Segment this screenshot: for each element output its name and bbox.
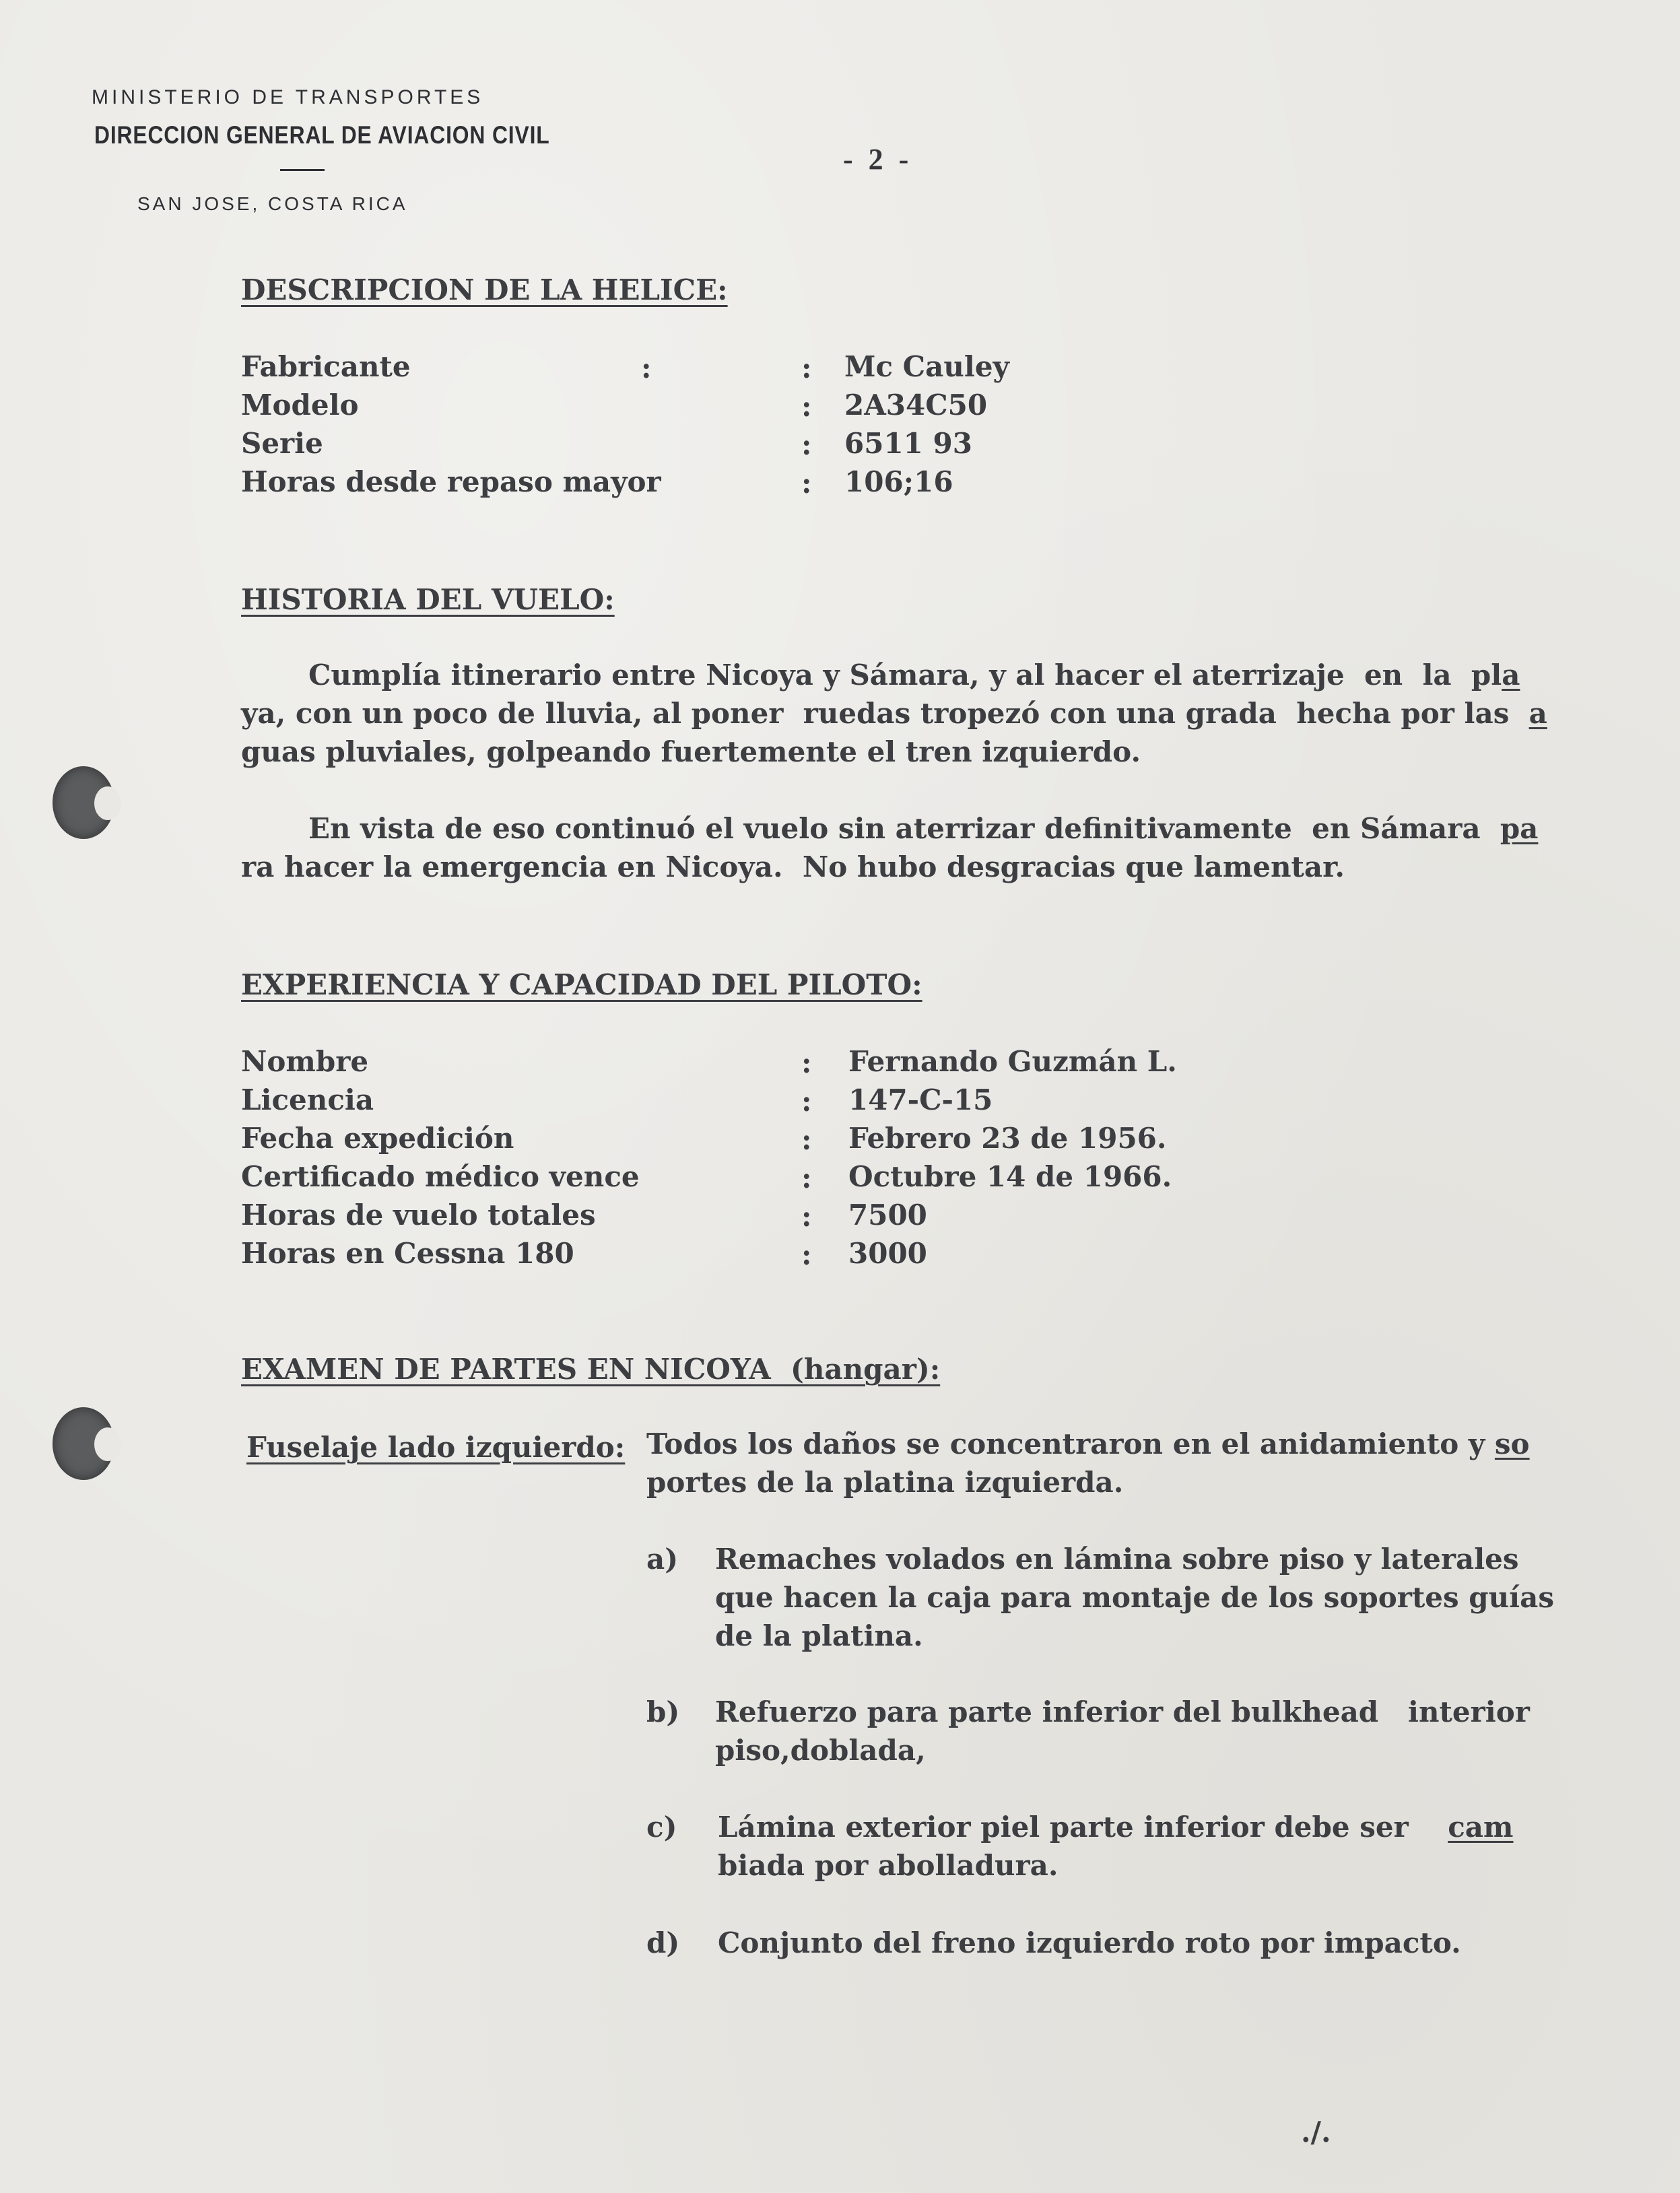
pilot-label-certificado: Certificado médico vence [241,1160,640,1193]
exam-item-a-line: que hacen la caja para montaje de los soportes guías [715,1581,1554,1614]
colon-mark: : [641,351,652,384]
page-number: - 2 - [843,143,913,176]
colon-mark: : [801,1123,812,1156]
exam-item-c-line: biada por abolladura. [718,1849,1059,1882]
pilot-value-horas-cessna: 3000 [848,1237,927,1270]
exam-label-fuselaje: Fuselaje lado izquierdo: [246,1431,626,1464]
propeller-label-fabricante: Fabricante [241,350,411,383]
letterhead-city: SAN JOSE, COSTA RICA [137,193,408,214]
exam-item-b-line: Refuerzo para parte inferior del bulkhead interior [715,1695,1530,1728]
pilot-label-licencia: Licencia [241,1083,374,1116]
exam-item-letter-c: c) [646,1811,677,1844]
pilot-value-fecha: Febrero 23 de 1956. [848,1122,1167,1155]
exam-item-b-line: piso,doblada, [715,1734,926,1767]
flight-history-line: ya, con un poco de lluvia, al poner ruedas tropezó con una grada hecha por las a [241,697,1547,730]
exam-item-c-line: Lámina exterior piel parte inferior debe ser cam [718,1811,1514,1844]
continuation-mark: ./. [1301,2116,1331,2149]
propeller-label-horas: Horas desde repaso mayor [241,465,661,498]
exam-intro-line: portes de la platina izquierda. [646,1466,1124,1499]
punch-hole-bottom [53,1407,114,1480]
propeller-label-modelo: Modelo [241,389,359,421]
flight-history-line: En vista de eso continuó el vuelo sin aterrizar definitivamente en Sámara pa [308,812,1539,845]
flight-history-line: ra hacer la emergencia en Nicoya. No hubo desgracias que lamentar. [241,850,1345,883]
propeller-value-serie: 6511 93 [844,427,972,460]
exam-item-letter-b: b) [646,1695,680,1728]
letterhead-direction: DIRECCION GENERAL DE AVIACION CIVIL [94,121,550,149]
exam-intro-line: Todos los daños se concentraron en el anidamiento y so [646,1427,1530,1460]
letterhead-ministry: MINISTERIO DE TRANSPORTES [92,86,484,108]
pilot-label-horas-cessna: Horas en Cessna 180 [241,1237,574,1270]
pilot-value-licencia: 147-C-15 [848,1083,993,1116]
letterhead-divider [280,169,325,171]
colon-mark: : [801,1046,812,1079]
exam-item-letter-a: a) [646,1543,679,1576]
pilot-label-fecha: Fecha expedición [241,1122,514,1155]
colon-mark: : [801,1161,812,1194]
colon-mark: : [801,428,812,461]
pilot-label-horas-totales: Horas de vuelo totales [241,1199,596,1232]
pilot-value-certificado: Octubre 14 de 1966. [848,1160,1172,1193]
colon-mark: : [801,467,812,500]
propeller-value-fabricante: Mc Cauley [844,350,1009,383]
exam-heading: EXAMEN DE PARTES EN NICOYA (hangar): [241,1353,941,1386]
propeller-value-horas: 106;16 [844,465,953,498]
flight-history-line: Cumplía itinerario entre Nicoya y Sámara, y al hacer el aterrizaje en la pla [308,659,1520,691]
propeller-value-modelo: 2A34C50 [844,389,988,421]
exam-item-a-line: de la platina. [715,1619,923,1652]
colon-mark: : [801,1238,812,1271]
flight-history-line: guas pluviales, golpeando fuertemente el tren izquierdo. [241,735,1141,768]
exam-item-d-line: Conjunto del freno izquierdo roto por impacto. [718,1926,1461,1959]
colon-mark: : [801,1085,812,1118]
colon-mark: : [801,390,812,423]
propeller-label-serie: Serie [241,427,323,460]
pilot-value-nombre: Fernando Guzmán L. [848,1045,1177,1078]
pilot-value-horas-totales: 7500 [848,1199,927,1232]
exam-item-a-line: Remaches volados en lámina sobre piso y laterales [715,1543,1519,1576]
colon-mark: : [801,1200,812,1233]
exam-item-letter-d: d) [646,1926,680,1959]
colon-mark: : [801,351,812,384]
pilot-heading: EXPERIENCIA Y CAPACIDAD DEL PILOTO: [241,968,922,1001]
punch-hole-top [53,766,114,839]
propeller-heading: DESCRIPCION DE LA HELICE: [241,273,728,306]
pilot-label-nombre: Nombre [241,1045,369,1078]
flight-history-heading: HISTORIA DEL VUELO: [241,583,615,616]
